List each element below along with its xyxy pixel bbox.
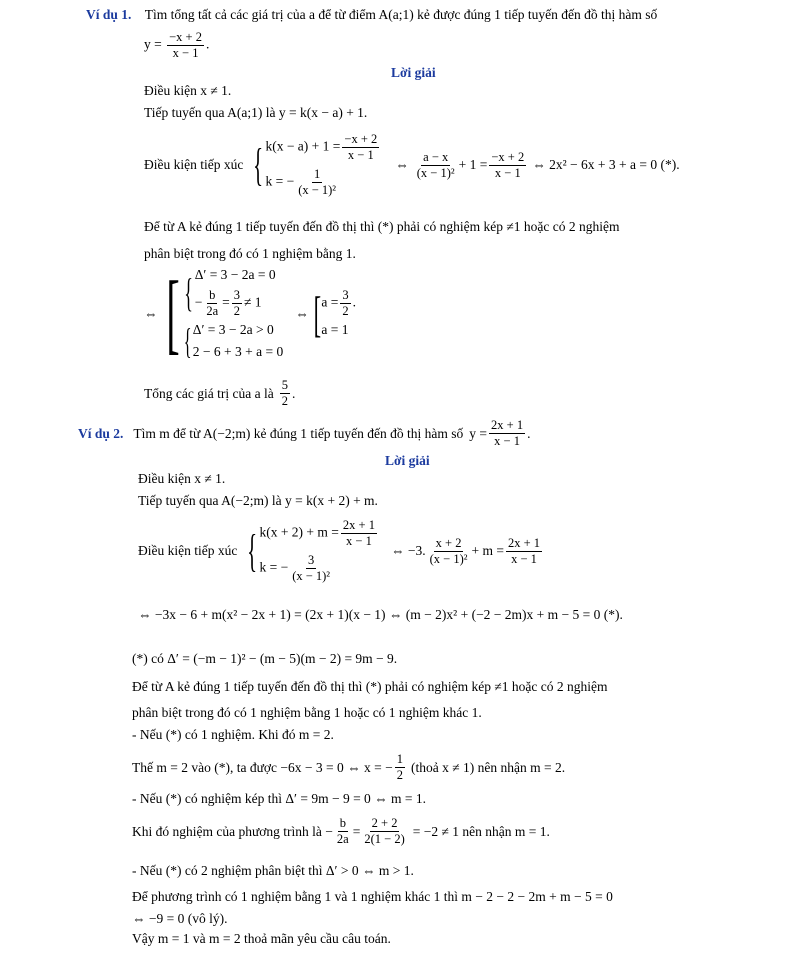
example-2-text: Tìm m để từ A(−2;m) kẻ đúng 1 tiếp tuyến đến đồ thị hàm số xyxy=(133,425,464,441)
example-1-label: Ví dụ 1. xyxy=(86,7,132,22)
example-2-delta: (*) có Δ′ = (−m − 1)² − (m − 5)(m − 2) = 9m − 9. xyxy=(132,651,398,666)
example-1-function: y = $\frac{-x + 2}{x - 1}$ . xyxy=(144,30,210,60)
case-2-detail: Khi đó nghiệm của phương trình là − $\frac{b}{2a}$ = $\frac{2 + 2}{2(1 - 2)}$ = −2 ≠ 1 nên nhận m = 1. xyxy=(132,816,550,846)
example-1-statement xyxy=(86,6,657,24)
case-1-detail: Thế m = 2 vào (*), ta được −6x − 3 = 0 ⇔ x = − $\frac{1}{2}$ (thoả x ≠ 1) nên nhận m = 2. xyxy=(132,752,566,782)
example-1-text: Tìm tổng tất cả các giá trị của a để từ điểm A(a;1) kẻ được đúng 1 tiếp tuyến đến đồ thị hàm số xyxy=(144,7,658,22)
function-fraction: $\frac{-x + 2}{x - 1}$ xyxy=(169,30,202,60)
example-2-conclusion: Vậy m = 1 và m = 2 thoả mãn yêu cầu câu toán. xyxy=(132,931,391,946)
case-3-contradiction: ⇔ −9 = 0 (vô lý). xyxy=(132,911,228,926)
example-2-solution-heading: Lời giải xyxy=(385,453,430,468)
example-1-tangent: Tiếp tuyến qua A(a;1) là y = k(x − a) + 1. xyxy=(144,105,368,120)
function-lhs: y = xyxy=(144,36,162,52)
example-2-statement: Ví dụ 2. Tìm m để từ A(−2;m) kẻ đúng 1 tiếp tuyến đến đồ thị hàm số y = $\frac{2x + 1}{x - 1}$ . xyxy=(78,418,531,448)
example-2-reason-line-2: phân biệt trong đó có 1 nghiệm bằng 1 hoặc có 1 nghiệm khác 1. xyxy=(132,705,482,720)
example-1-reason-line-2: phân biệt trong đó có 1 nghiệm bằng 1. xyxy=(144,246,356,261)
case-3-detail: Để phương trình có 1 nghiệm bằng 1 và 1 nghiệm khác 1 thì m − 2 − 2 − 2m + m − 5 = 0 xyxy=(132,889,613,904)
example-1-reason-line-1: Để từ A kẻ đúng 1 tiếp tuyến đến đồ thị thì (*) phải có nghiệm kép ≠1 hoặc có 2 nghiệm xyxy=(144,219,620,234)
example-2-reason-line-1: Để từ A kẻ đúng 1 tiếp tuyến đến đồ thị thì (*) phải có nghiệm kép ≠1 hoặc có 2 nghiệm xyxy=(132,679,608,694)
case-3: - Nếu (*) có 2 nghiệm phân biệt thì Δ′ > 0 ⇔ m > 1. xyxy=(132,863,414,878)
example-1-solution-heading: Lời giải xyxy=(391,65,436,80)
example-1-condition: Điều kiện x ≠ 1. xyxy=(144,83,232,98)
example-2-touch-condition: Điều kiện tiếp xúc { k(x + 2) + m = $\frac{2x + 1}{x - 1}$ k = − $\frac{3}{\text{(x − 1)²}}$ ⇔ −3. $\frac{x + 2}{\text{(x − 1)²}}$ + m = $\frac{2x + 1}{x - 1}$ xyxy=(138,518,541,583)
example-1-sum: Tổng các giá trị của a là $\frac{5}{2}$ . xyxy=(144,378,296,408)
touch-system: { k(x − a) + 1 = $\frac{-x + 2}{x - 1}$ k = − $\frac{1}{\text{(x − 1)²}}$ xyxy=(253,132,378,197)
example-2-condition: Điều kiện x ≠ 1. xyxy=(138,471,226,486)
example-2-label: Ví dụ 2. xyxy=(78,425,124,441)
case-1: - Nếu (*) có 1 nghiệm. Khi đó m = 2. xyxy=(132,727,334,742)
example-1-touch-condition: Điều kiện tiếp xúc { k(x − a) + 1 = $\frac{-x + 2}{x - 1}$ k = − $\frac{1}{\text{(x − 1)²}}$ ⇔ $\frac{a - x}{\text{(x − 1)²}}$ + 1 = $\frac{-x + 2}{x - 1}$ ⇔ 2x² − 6x + 3 + a = 0 (*). xyxy=(144,132,680,197)
example-2-tangent: Tiếp tuyến qua A(−2;m) là y = k(x + 2) + m. xyxy=(138,493,378,508)
case-2: - Nếu (*) có nghiệm kép thì Δ′ = 9m − 9 = 0 ⇔ m = 1. xyxy=(132,791,427,806)
example-2-expansion: ⇔ −3x − 6 + m(x² − 2x + 1) = (2x + 1)(x − 1) ⇔ (m − 2)x² + (−2 − 2m)x + m − 5 = 0 (*). xyxy=(138,607,623,622)
example-1-case-system: ⇔ [ { Δ′ = 3 − 2a = 0 − $\frac{b}{2a}$ = $\frac{3}{2}$ ≠ 1 { Δ′ = 3 − 2a > 0 2 − 6 + 3 + a = 0 ⇔ [ a = $\frac{3}{2}$ . a = 1 xyxy=(144,263,356,363)
touch-label: Điều kiện tiếp xúc xyxy=(144,157,244,172)
